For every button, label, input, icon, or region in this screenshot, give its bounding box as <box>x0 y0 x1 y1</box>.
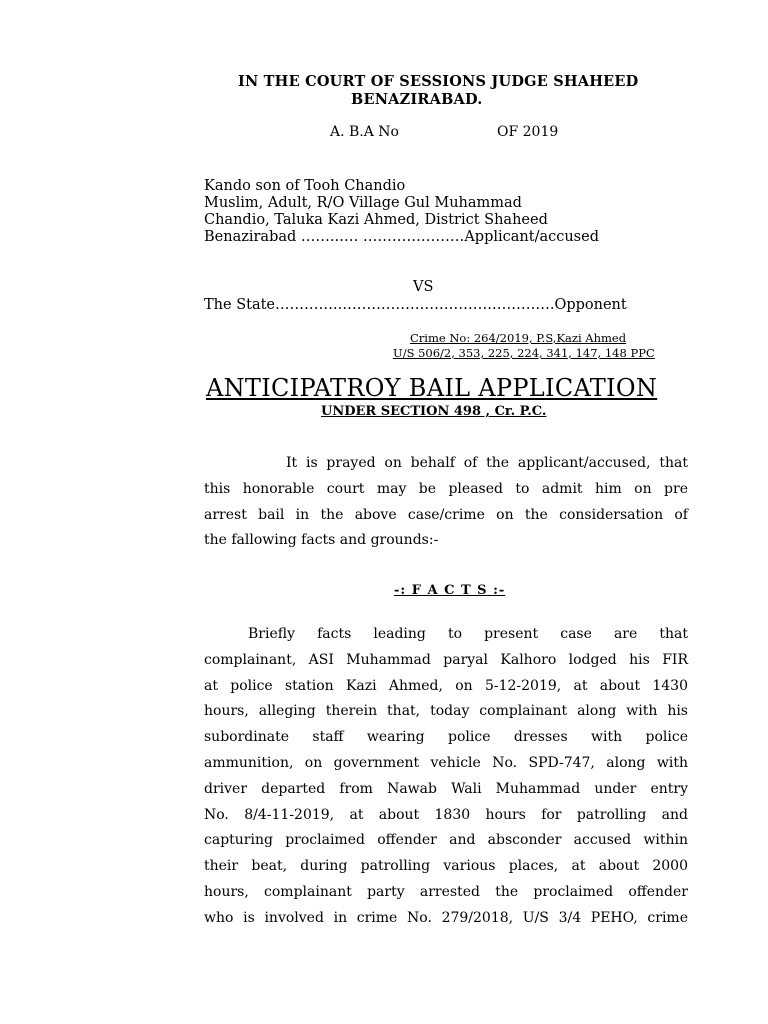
facts-line: No. 8/4-11-2019, at about 1830 hours for patrolling and <box>204 806 688 823</box>
prayer-line: arrest bail in the above case/crime on the considersation of <box>204 506 688 523</box>
prayer-line: this honorable court may be pleased to admit him on pre <box>204 480 688 497</box>
crime-number: Crime No: 264/2019, P.S,Kazi Ahmed <box>410 331 627 345</box>
facts-line: complainant, ASI Muhammad paryal Kalhoro lodged his FIR <box>204 651 688 668</box>
applicant-line: Kando son of Tooh Chandio <box>204 178 406 194</box>
court-name-line2: BENAZIRABAD. <box>351 91 483 108</box>
applicant-line: Benazirabad ……..…. …………………Applicant/accused <box>204 229 599 245</box>
opponent-line: The State…………..………………………….………….Opponent <box>204 297 627 313</box>
facts-line: at police station Kazi Ahmed, on 5-12-2019, at about 1430 <box>204 677 688 694</box>
crime-sections: U/S 506/2, 353, 225, 224, 341, 147, 148 PPC <box>393 346 655 360</box>
facts-line: who is involved in crime No. 279/2018, U/S 3/4 PEHO, crime <box>204 909 688 926</box>
prayer-line: It is prayed on behalf of the applicant/accused, that <box>286 455 688 471</box>
facts-heading: -: F A C T S :- <box>394 583 506 598</box>
aba-year: OF 2019 <box>497 124 559 140</box>
facts-paragraph <box>204 622 688 932</box>
facts-line: hours, alleging therein that, today complainant along with his <box>204 703 688 720</box>
aba-number-label: A. B.A No <box>330 124 399 140</box>
facts-line: Briefly facts leading to present case are that <box>248 626 688 642</box>
facts-line: driver departed from Nawab Wali Muhammad under entry <box>204 780 688 797</box>
facts-line: their beat, during patrolling various places, at about 2000 <box>204 858 688 875</box>
facts-line: subordinate staff wearing police dresses with police <box>204 729 688 746</box>
prayer-line: the fallowing facts and grounds:- <box>204 532 439 549</box>
application-title: ANTICIPATROY BAIL APPLICATION <box>206 374 658 402</box>
applicant-line: Muslim, Adult, R/O Village Gul Muhammad <box>204 195 522 211</box>
applicant-line: Chandio, Taluka Kazi Ahmed, District Shaheed <box>204 212 548 228</box>
versus-label: VS <box>413 279 434 295</box>
facts-line: ammunition, on government vehicle No. SPD-747, along with <box>204 754 688 771</box>
application-subtitle: UNDER SECTION 498 , Cr. P.C. <box>321 404 547 419</box>
applicant-block <box>204 178 599 246</box>
facts-line: hours, complainant party arrested the proclaimed offender <box>204 883 688 900</box>
prayer-paragraph <box>204 451 688 554</box>
facts-line: capturing proclaimed offender and absconder accused within <box>204 832 688 849</box>
court-name-line1: IN THE COURT OF SESSIONS JUDGE SHAHEED <box>238 73 639 90</box>
